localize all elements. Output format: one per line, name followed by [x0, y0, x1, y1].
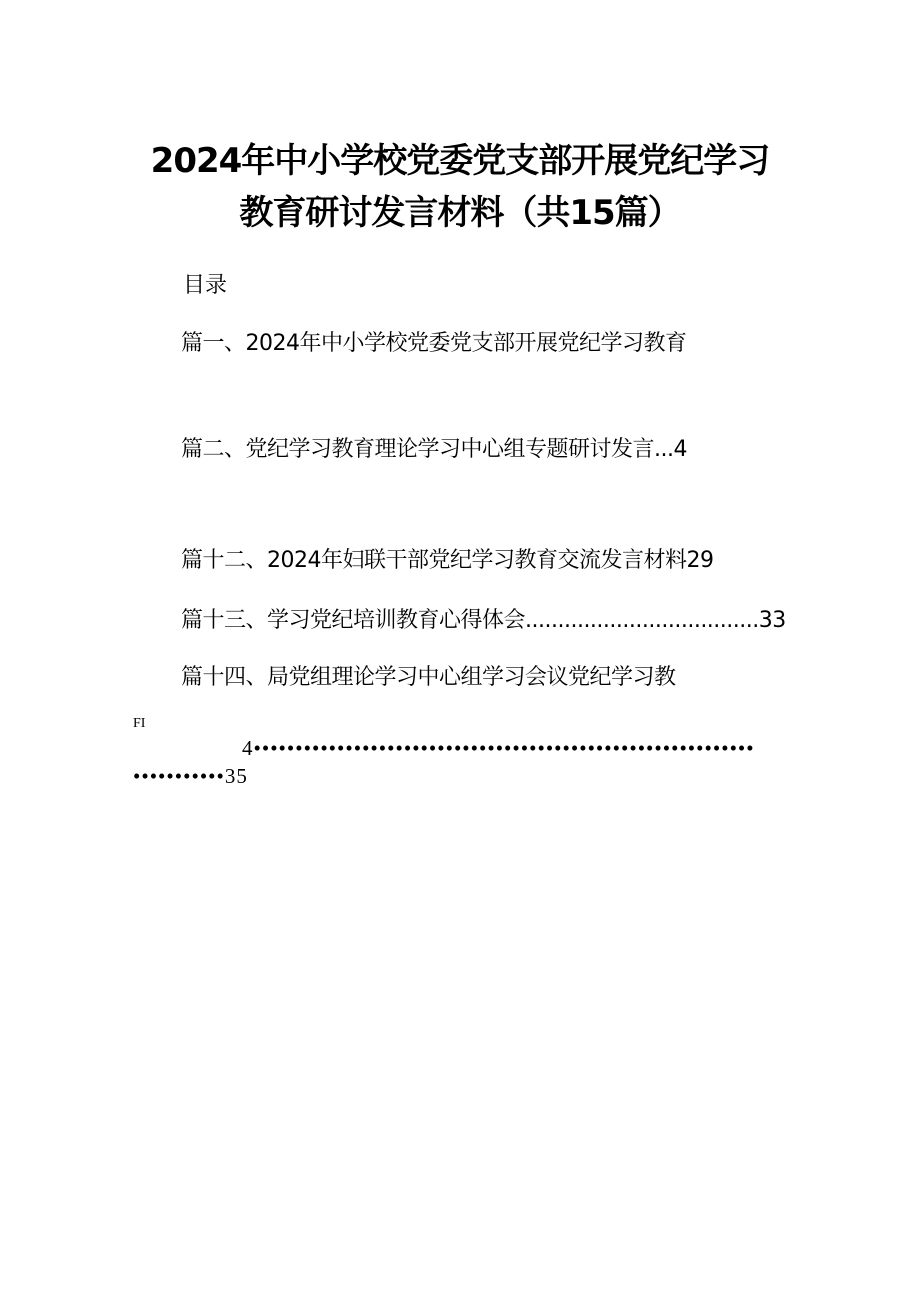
toc-entry-12[interactable]: 篇十二、2024年妇联干部党纪学习教育交流发言材料29 — [181, 548, 714, 573]
toc-dot-leader-line-2: •••••••••••35 — [133, 764, 248, 788]
toc-entry-13[interactable]: 篇十三、学习党纪培训教育心得体会....................................33 — [181, 608, 786, 633]
toc-entry-1[interactable]: 篇一、2024年中小学校党委党支部开展党纪学习教育 — [181, 331, 687, 356]
toc-entry-14[interactable]: 篇十四、局党组理论学习中心组学习会议党纪学习教 — [181, 665, 676, 690]
toc-entry-2[interactable]: 篇二、党纪学习教育理论学习中心组专题研讨发言...4 — [181, 437, 687, 462]
toc-heading: 目录 — [183, 273, 228, 298]
document-title-line-1: 2024年中小学校党委党支部开展党纪学习 — [150, 141, 770, 181]
toc-dot-leader-line-1: 4•••••••••••••••••••••••••••••••••••••••••••••••••••••••••••• — [242, 736, 755, 760]
text-fragment: FI — [133, 716, 146, 731]
document-title-line-2: 教育研讨发言材料（共15篇） — [239, 193, 681, 233]
